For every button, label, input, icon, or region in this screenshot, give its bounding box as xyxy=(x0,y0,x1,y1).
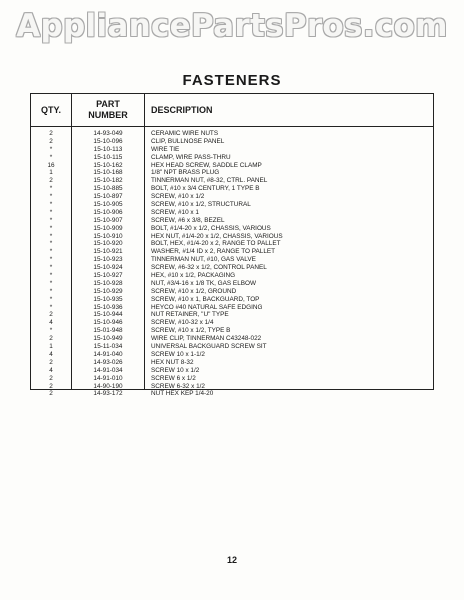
part-number-cell: 15-10-944 xyxy=(93,311,123,319)
description-cell: SCREW 10 x 1-1/2 xyxy=(151,350,205,358)
description-cell: CLAMP, WIRE PASS-THRU xyxy=(151,153,231,161)
description-cell: SCREW, #10 x 1, BACKGUARD, TOP xyxy=(151,295,260,303)
description-cell: SCREW 6 x 1/2 xyxy=(151,374,196,382)
part-number-cell: 15-10-905 xyxy=(93,201,123,209)
description-cell: SCREW 10 x 1/2 xyxy=(151,366,200,374)
part-number-cell: 15-10-949 xyxy=(93,335,123,343)
qty-cell: * xyxy=(49,272,53,280)
part-number-cell: 15-10-929 xyxy=(93,287,123,295)
description-cell: CERAMIC WIRE NUTS xyxy=(151,130,219,137)
description-cell: SCREW, #6-32 x 1/2, CONTROL PANEL xyxy=(151,264,267,272)
description-column xyxy=(145,127,433,398)
description-cell: SCREW, #10 x 1/2, GROUND xyxy=(151,287,237,295)
qty-cell: 2 xyxy=(49,390,53,398)
description-cell: SCREW 6-32 x 1/2 xyxy=(151,382,205,390)
qty-header: QTY. xyxy=(31,94,72,126)
table-header xyxy=(31,94,433,127)
part-number-cell: 15-10-906 xyxy=(93,208,123,216)
page-number: 12 xyxy=(226,555,237,565)
qty-cell: * xyxy=(49,224,53,232)
qty-cell: * xyxy=(49,295,53,303)
qty-cell: 2 xyxy=(49,382,53,390)
part-number-cell: 15-10-885 xyxy=(93,185,123,193)
part-header-line2: NUMBER xyxy=(88,110,128,120)
parts-table xyxy=(30,93,434,398)
part-number-cell: 14-91-034 xyxy=(93,366,123,374)
part-number-cell: 15-10-946 xyxy=(93,319,123,327)
description-cell: TINNERMAN NUT, #10, GAS VALVE xyxy=(151,256,256,264)
qty-cell: 2 xyxy=(49,130,53,137)
description-cell: SCREW, #10-32 x 1/4 xyxy=(151,319,214,327)
qty-cell: * xyxy=(49,264,53,272)
qty-cell: * xyxy=(49,303,53,311)
part-number-cell: 14-91-040 xyxy=(93,350,123,358)
part-header-line1: PART xyxy=(96,99,120,109)
part-number-cell: 15-10-910 xyxy=(93,232,123,240)
qty-cell: 2 xyxy=(49,374,53,382)
part-number-cell: 15-10-936 xyxy=(93,303,123,311)
description-cell: HEX HEAD SCREW, SADDLE CLAMP xyxy=(151,161,262,169)
part-number-cell: 15-10-921 xyxy=(93,248,123,256)
part-number-cell: 15-11-034 xyxy=(93,343,123,351)
description-cell: WIRE CLIP, TINNERMAN C43248-022 xyxy=(151,335,262,343)
description-cell: BOLT, HEX, #1/4-20 x 2, RANGE TO PALLET xyxy=(151,240,281,248)
qty-cell: * xyxy=(49,153,53,161)
description-cell: NUT HEX KEP 1/4-20 xyxy=(151,390,214,398)
part-number-cell: 15-10-115 xyxy=(93,153,123,161)
qty-cell: * xyxy=(49,287,53,295)
part-number-cell: 15-10-907 xyxy=(93,216,123,224)
part-number-cell: 15-10-182 xyxy=(93,177,123,185)
description-cell: TINNERMAN NUT, #8-32, CTRL. PANEL xyxy=(151,177,268,185)
description-cell: NUT, #3/4-16 x 1/8 TK, GAS ELBOW xyxy=(151,279,257,287)
qty-cell: * xyxy=(49,185,53,193)
part-number-cell: 15-10-920 xyxy=(93,240,123,248)
qty-cell: * xyxy=(49,327,53,335)
part-number-cell: 15-10-935 xyxy=(93,295,123,303)
table-body xyxy=(31,127,433,398)
description-header: DESCRIPTION xyxy=(151,105,213,115)
qty-cell: 2 xyxy=(49,335,53,343)
part-number-cell: 14-90-190 xyxy=(93,382,123,390)
part-number-column xyxy=(72,127,145,398)
description-cell: HEX, #10 x 1/2, PACKAGING xyxy=(151,272,236,280)
qty-cell: * xyxy=(49,216,53,224)
description-cell: SCREW, #10 x 1/2, STRUCTURAL xyxy=(151,201,251,209)
qty-cell: 2 xyxy=(49,137,53,145)
qty-cell: 2 xyxy=(49,311,53,319)
description-cell: SCREW, #10 x 1/2, TYPE B xyxy=(151,327,231,335)
qty-cell: 4 xyxy=(49,350,53,358)
part-number-cell: 15-10-923 xyxy=(93,256,123,264)
description-cell: HEX NUT 8-32 xyxy=(151,358,194,366)
description-cell: HEYCO #40 NATURAL SAFE EDGING xyxy=(151,303,263,311)
description-cell: NUT RETAINER, "U" TYPE xyxy=(151,311,229,319)
part-number-cell: 15-10-927 xyxy=(93,272,123,280)
description-cell: UNIVERSAL BACKGUARD SCREW SIT xyxy=(151,343,267,351)
description-cell: SCREW, #10 x 1/2 xyxy=(151,193,205,201)
qty-cell: 16 xyxy=(47,161,55,169)
qty-cell: 2 xyxy=(49,358,53,366)
qty-cell: 4 xyxy=(49,366,53,374)
part-number-cell: 15-10-113 xyxy=(93,145,123,153)
part-number-header xyxy=(72,94,145,126)
part-number-cell: 15-10-096 xyxy=(93,137,123,145)
page-title: FASTENERS xyxy=(182,72,282,89)
description-cell: WIRE TIE xyxy=(151,145,180,153)
qty-cell: * xyxy=(49,240,53,248)
qty-cell: * xyxy=(49,145,53,153)
part-number-cell: 15-10-909 xyxy=(93,224,123,232)
description-cell: BOLT, #10 x 3/4 CENTURY, 1 TYPE B xyxy=(151,185,260,193)
description-cell: 1/8" NPT BRASS PLUG xyxy=(151,169,220,177)
description-cell: HEX NUT, #1/4-20 x 1/2, CHASSIS, VARIOUS xyxy=(151,232,283,240)
part-number-cell: 15-01-948 xyxy=(93,327,123,335)
qty-cell: 4 xyxy=(49,319,53,327)
description-cell: CLIP, BULLNOSE PANEL xyxy=(151,137,225,145)
qty-cell: * xyxy=(49,208,53,216)
part-number-cell: 15-10-162 xyxy=(93,161,123,169)
part-number-cell: 14-93-026 xyxy=(93,358,123,366)
qty-cell: * xyxy=(49,279,53,287)
description-cell: WASHER, #1/4 ID x 2, RANGE TO PALLET xyxy=(151,248,276,256)
description-cell: BOLT, #1/4-20 x 1/2, CHASSIS, VARIOUS xyxy=(151,224,271,232)
qty-cell: * xyxy=(49,248,53,256)
qty-cell: 1 xyxy=(49,343,53,351)
part-number-cell: 14-91-010 xyxy=(93,374,123,382)
part-number-cell: 14-93-049 xyxy=(93,130,123,137)
qty-cell: * xyxy=(49,232,53,240)
qty-cell: 2 xyxy=(49,177,53,185)
part-number-cell: 15-10-928 xyxy=(93,279,123,287)
watermark-logo: AppliancePartsPros.com xyxy=(16,8,448,44)
description-cell: SCREW, #10 x 1 xyxy=(151,208,199,216)
qty-column xyxy=(31,127,72,398)
part-number-cell: 15-10-168 xyxy=(93,169,123,177)
qty-cell: * xyxy=(49,256,53,264)
part-number-cell: 15-10-924 xyxy=(93,264,123,272)
qty-cell: * xyxy=(49,193,53,201)
description-cell: SCREW, #6 x 3/8, BEZEL xyxy=(151,216,225,224)
part-number-cell: 15-10-897 xyxy=(93,193,123,201)
qty-cell: * xyxy=(49,201,53,209)
part-number-cell: 14-93-172 xyxy=(93,390,123,398)
qty-cell: 1 xyxy=(49,169,53,177)
